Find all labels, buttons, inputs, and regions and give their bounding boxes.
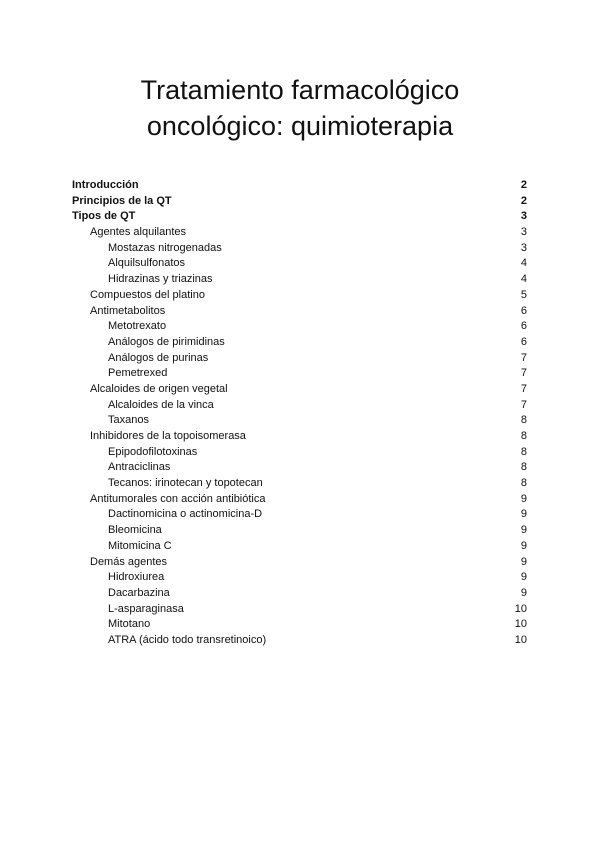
toc-entry-label: Antraciclinas bbox=[108, 461, 171, 474]
toc-entry[interactable] bbox=[72, 523, 527, 539]
toc-entry[interactable] bbox=[72, 429, 527, 445]
toc-entry-label: Principios de la QT bbox=[72, 194, 172, 207]
toc-entry[interactable] bbox=[72, 366, 527, 382]
toc-entry-label: Mostazas nitrogenadas bbox=[108, 241, 222, 254]
toc-entry-page-number: 8 bbox=[520, 414, 527, 427]
toc-entry-page-number: 8 bbox=[520, 445, 527, 458]
toc-entry-label: Antitumorales con acción antibiótica bbox=[90, 492, 266, 505]
toc-entry[interactable] bbox=[72, 602, 527, 618]
toc-entry-label: Antimetabolitos bbox=[90, 304, 166, 317]
toc-entry-label: Metotrexato bbox=[108, 320, 167, 333]
toc-entry[interactable] bbox=[72, 617, 527, 633]
document-title bbox=[0, 72, 600, 144]
toc-entry-label: Tecanos: irinotecan y topotecan bbox=[108, 477, 263, 490]
toc-entry[interactable] bbox=[72, 272, 527, 288]
toc-entry-page-number: 5 bbox=[520, 288, 527, 301]
toc-entry[interactable] bbox=[72, 209, 527, 225]
toc-entry[interactable] bbox=[72, 225, 527, 241]
toc-entry[interactable] bbox=[72, 241, 527, 257]
toc-entry-label: Tipos de QT bbox=[72, 210, 136, 223]
toc-entry-label: Demás agentes bbox=[90, 555, 168, 568]
toc-entry-label: Mitotano bbox=[108, 618, 151, 631]
toc-entry-page-number: 7 bbox=[520, 367, 527, 380]
toc-entry-page-number: 6 bbox=[520, 335, 527, 348]
toc-entry[interactable] bbox=[72, 382, 527, 398]
toc-entry-label: Taxanos bbox=[108, 414, 149, 427]
toc-entry[interactable] bbox=[72, 555, 527, 571]
toc-entry[interactable] bbox=[72, 304, 527, 320]
document-title-line-1: Tratamiento farmacológico bbox=[140, 75, 460, 105]
document-title-line-2: oncológico: quimioterapia bbox=[146, 111, 454, 141]
toc-entry-page-number: 4 bbox=[520, 273, 527, 286]
toc-entry-page-number: 9 bbox=[520, 524, 527, 537]
toc-entry[interactable] bbox=[72, 335, 527, 351]
toc-entry-page-number: 7 bbox=[520, 382, 527, 395]
toc-entry-label: Hidrazinas y triazinas bbox=[108, 273, 213, 286]
toc-entry-label: L-asparaginasa bbox=[108, 602, 184, 615]
toc-entry[interactable] bbox=[72, 445, 527, 461]
toc-entry[interactable] bbox=[72, 539, 527, 555]
toc-entry-label: Alquilsulfonatos bbox=[108, 257, 186, 270]
toc-entry[interactable] bbox=[72, 194, 527, 210]
toc-entry-page-number: 9 bbox=[520, 539, 527, 552]
toc-entry-page-number: 7 bbox=[520, 351, 527, 364]
toc-entry-label: Epipodofilotoxinas bbox=[108, 445, 198, 458]
toc-entry-page-number: 2 bbox=[520, 179, 527, 191]
toc-entry[interactable] bbox=[72, 178, 527, 194]
toc-entry[interactable] bbox=[72, 413, 527, 429]
toc-entry-label: Hidroxiurea bbox=[108, 571, 165, 584]
toc-entry[interactable] bbox=[72, 586, 527, 602]
toc-entry[interactable] bbox=[72, 507, 527, 523]
toc-entry[interactable] bbox=[72, 288, 527, 304]
toc-entry-page-number: 9 bbox=[520, 492, 527, 505]
toc-entry[interactable] bbox=[72, 492, 527, 508]
toc-entry-label: Dactinomicina o actinomicina-D bbox=[108, 508, 263, 521]
toc-entry-label: Pemetrexed bbox=[108, 367, 168, 380]
toc-entry-page-number: 6 bbox=[520, 304, 527, 317]
toc-entry-page-number: 10 bbox=[514, 618, 527, 631]
toc-entry[interactable] bbox=[72, 398, 527, 414]
toc-entry-page-number: 9 bbox=[520, 571, 527, 584]
toc-entry-label: ATRA (ácido todo transretinoico) bbox=[108, 633, 267, 646]
toc-entry[interactable] bbox=[72, 633, 527, 649]
toc-entry[interactable] bbox=[72, 256, 527, 272]
toc-entry[interactable] bbox=[72, 570, 527, 586]
toc-entry-page-number: 6 bbox=[520, 320, 527, 333]
toc-entry-page-number: 9 bbox=[520, 508, 527, 521]
toc-entry-label: Inhibidores de la topoisomerasa bbox=[90, 430, 246, 442]
toc-entry-label: Análogos de purinas bbox=[108, 351, 209, 364]
toc-entry[interactable] bbox=[72, 319, 527, 335]
toc-entry-label: Mitomicina C bbox=[108, 539, 172, 552]
toc-entry-label: Agentes alquilantes bbox=[90, 226, 187, 239]
toc-entry-label: Compuestos del platino bbox=[90, 288, 205, 301]
toc-entry-label: Análogos de pirimidinas bbox=[108, 335, 225, 348]
toc-entry-page-number: 4 bbox=[520, 257, 527, 270]
table-of-contents bbox=[72, 178, 527, 649]
toc-entry-label: Introducción bbox=[72, 179, 139, 191]
toc-entry-label: Bleomicina bbox=[108, 524, 162, 537]
toc-entry-page-number: 8 bbox=[520, 461, 527, 474]
toc-entry-page-number: 8 bbox=[520, 430, 527, 442]
toc-entry-label: Alcaloides de la vinca bbox=[108, 398, 214, 411]
toc-entry-page-number: 10 bbox=[514, 602, 527, 615]
toc-entry-label: Alcaloides de origen vegetal bbox=[90, 382, 228, 395]
toc-entry-page-number: 3 bbox=[520, 210, 527, 223]
toc-entry[interactable] bbox=[72, 351, 527, 367]
toc-entry[interactable] bbox=[72, 476, 527, 492]
toc-entry-page-number: 8 bbox=[520, 477, 527, 490]
toc-entry-page-number: 9 bbox=[520, 586, 527, 599]
toc-entry-page-number: 3 bbox=[520, 226, 527, 239]
toc-entry[interactable] bbox=[72, 460, 527, 476]
toc-entry-page-number: 9 bbox=[520, 555, 527, 568]
toc-entry-page-number: 10 bbox=[514, 633, 527, 646]
toc-entry-page-number: 7 bbox=[520, 398, 527, 411]
toc-entry-page-number: 2 bbox=[520, 194, 527, 207]
toc-entry-page-number: 3 bbox=[520, 241, 527, 254]
toc-entry-label: Dacarbazina bbox=[108, 586, 170, 599]
